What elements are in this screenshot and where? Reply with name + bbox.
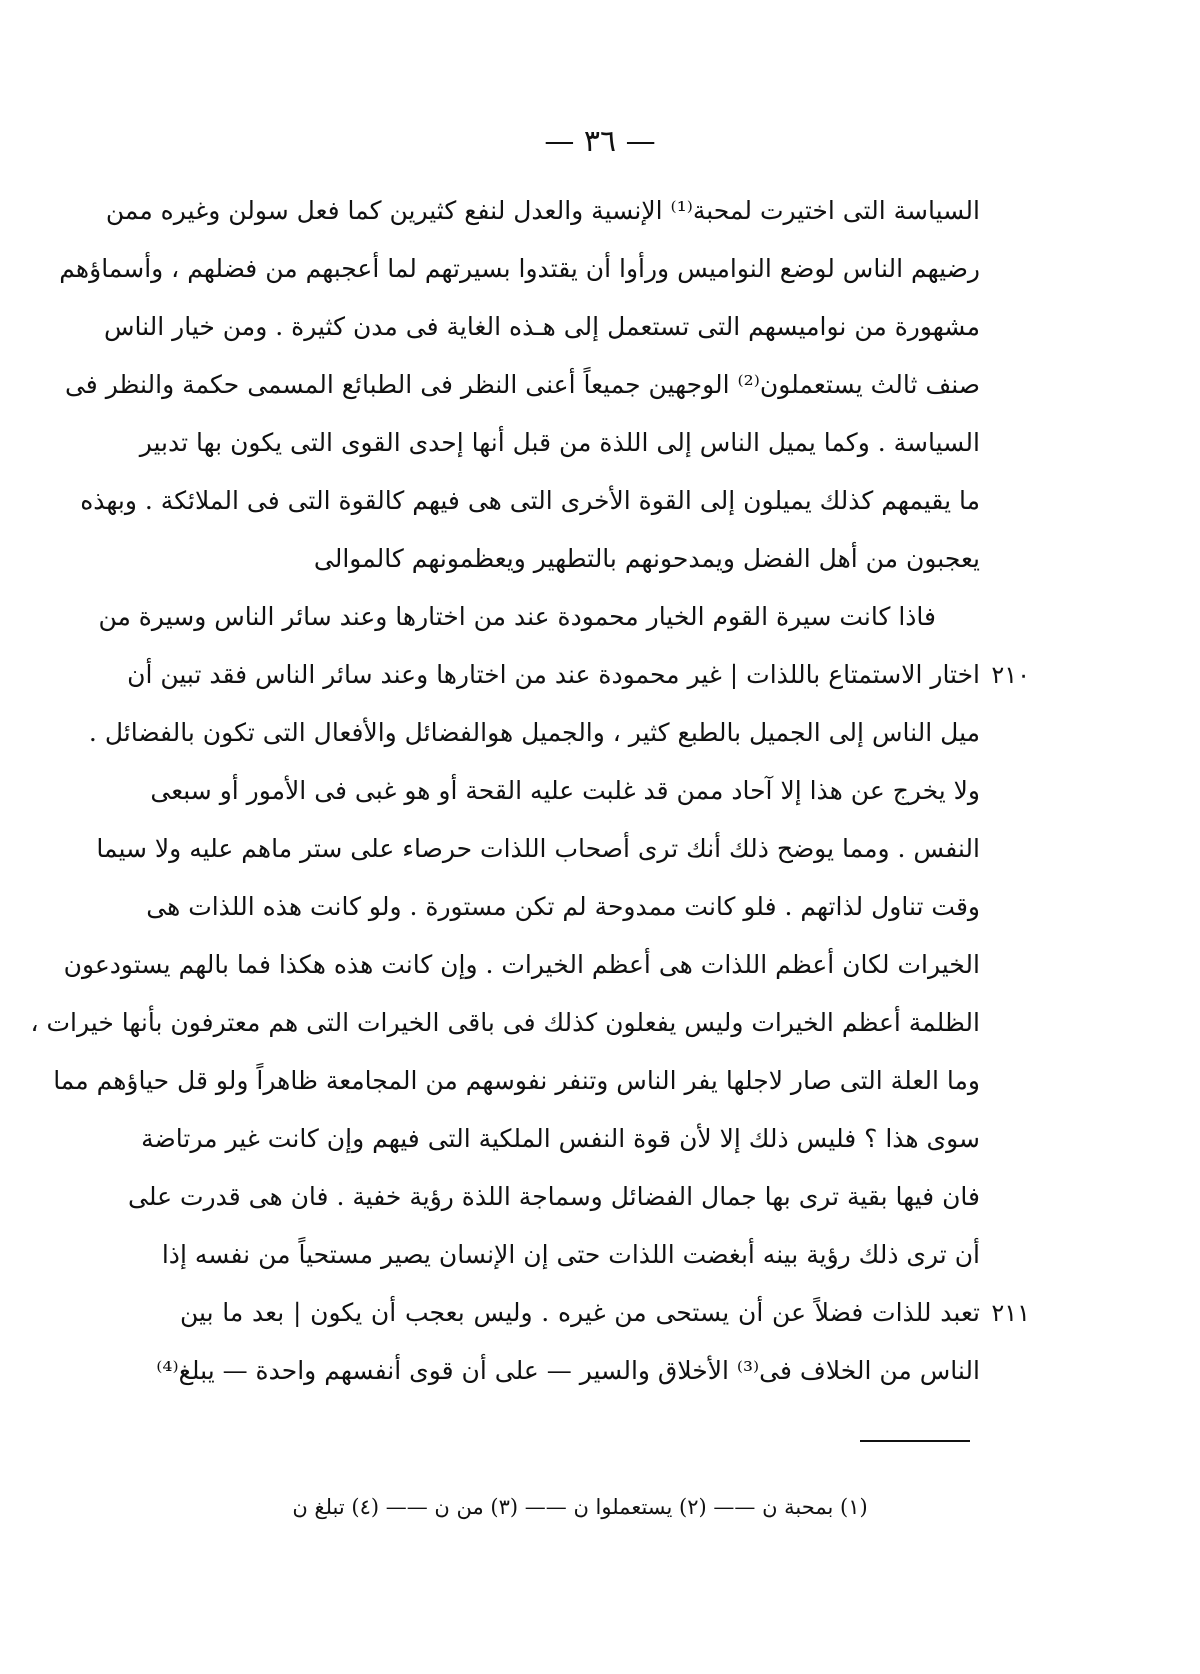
text-line: فاذا كانت سيرة القوم الخيار محمودة عند من اختارها وعند سائر الناس وسيرة من xyxy=(98,602,936,631)
page-number: — ٣٦ — xyxy=(544,124,656,159)
text-line: مشهورة من نواميسهم التى تستعمل إلى هـذه الغاية فى مدن كثيرة . ومن خيار الناس xyxy=(103,312,980,341)
text-line: يعجبون من أهل الفضل ويمدحونهم بالتطهير ويعظمونهم كالموالى xyxy=(313,544,980,573)
text-line: صنف ثالث يستعملون⁽²⁾ الوجهين جميعاً أعنى النظر فى الطبائع المسمى حكمة والنظر فى xyxy=(64,370,980,399)
text-line: فان فيها بقية ترى بها جمال الفضائل وسماجة اللذة رؤية خفية . فان هى قدرت على xyxy=(128,1182,980,1211)
text-line: الظلمة أعظم الخيرات وليس يفعلون كذلك فى باقى الخيرات التى هم معترفون بأنها خيرات ، xyxy=(30,1008,980,1037)
text-line: رضيهم الناس لوضع النواميس ورأوا أن يقتدوا بسيرتهم لما أعجبهم من فضلهم ، وأسماؤهم xyxy=(59,254,980,283)
body-text xyxy=(30,182,980,1400)
footnote-divider xyxy=(860,1440,970,1442)
text-line: السياسة . وكما يميل الناس إلى اللذة من قبل أنها إحدى القوى التى يكون بها تدبير xyxy=(139,428,980,457)
text-line: ما يقيمهم كذلك يميلون إلى القوة الأخرى التى هى فيهم كالقوة التى فى الملائكة . وبهذه xyxy=(80,486,980,515)
text-line: ميل الناس إلى الجميل بالطبع كثير ، والجميل هوالفضائل والأفعال التى تكون بالفضائل . xyxy=(88,718,980,747)
text-line: سوى هذا ؟ فليس ذلك إلا لأن قوة النفس الملكية التى فيهم وإن كانت غير مرتاضة xyxy=(141,1124,980,1153)
margin-number: ٢١١ xyxy=(991,1299,1030,1327)
text-line: ولا يخرج عن هذا إلا آحاد ممن قد غلبت عليه القحة أو هو غبى فى الأمور أو سبعى xyxy=(150,776,980,805)
footnotes: (١) بمحبة ن —— (٢) يستعملوا ن —— (٣) من ن —— (٤) تبلغ ن xyxy=(292,1495,868,1519)
text-line: أن ترى ذلك رؤية بينه أبغضت اللذات حتى إن الإنسان يصير مستحياً من نفسه إذا xyxy=(161,1240,980,1269)
text-line: وما العلة التى صار لاجلها يفر الناس وتنفر نفوسهم من المجامعة ظاهراً ولو قل حياؤهم مما xyxy=(53,1066,980,1095)
text-line: السياسة التى اختيرت لمحبة⁽¹⁾ الإنسية والعدل لنفع كثيرين كما فعل سولن وغيره ممن xyxy=(105,196,980,225)
text-line: تعبد للذات فضلاً عن أن يستحى من غيره . وليس بعجب أن يكون | بعد ما بين xyxy=(180,1298,980,1327)
text-line: الناس من الخلاف فى⁽³⁾ الأخلاق والسير — على أن قوى أنفسهم واحدة — يبلغ⁽⁴⁾ xyxy=(156,1356,980,1385)
text-line: الخيرات لكان أعظم اللذات هى أعظم الخيرات . وإن كانت هذه هكذا فما بالهم يستودعون xyxy=(63,950,980,979)
text-line: النفس . ومما يوضح ذلك أنك ترى أصحاب اللذات حرصاء على ستر ماهم عليه ولا سيما xyxy=(96,834,980,863)
text-line: اختار الاستمتاع باللذات | غير محمودة عند من اختارها وعند سائر الناس فقد تبين أن xyxy=(127,660,980,689)
margin-number: ٢١٠ xyxy=(991,661,1030,689)
text-line: وقت تناول لذاتهم . فلو كانت ممدوحة لم تكن مستورة . ولو كانت هذه اللذات هى xyxy=(146,892,980,921)
